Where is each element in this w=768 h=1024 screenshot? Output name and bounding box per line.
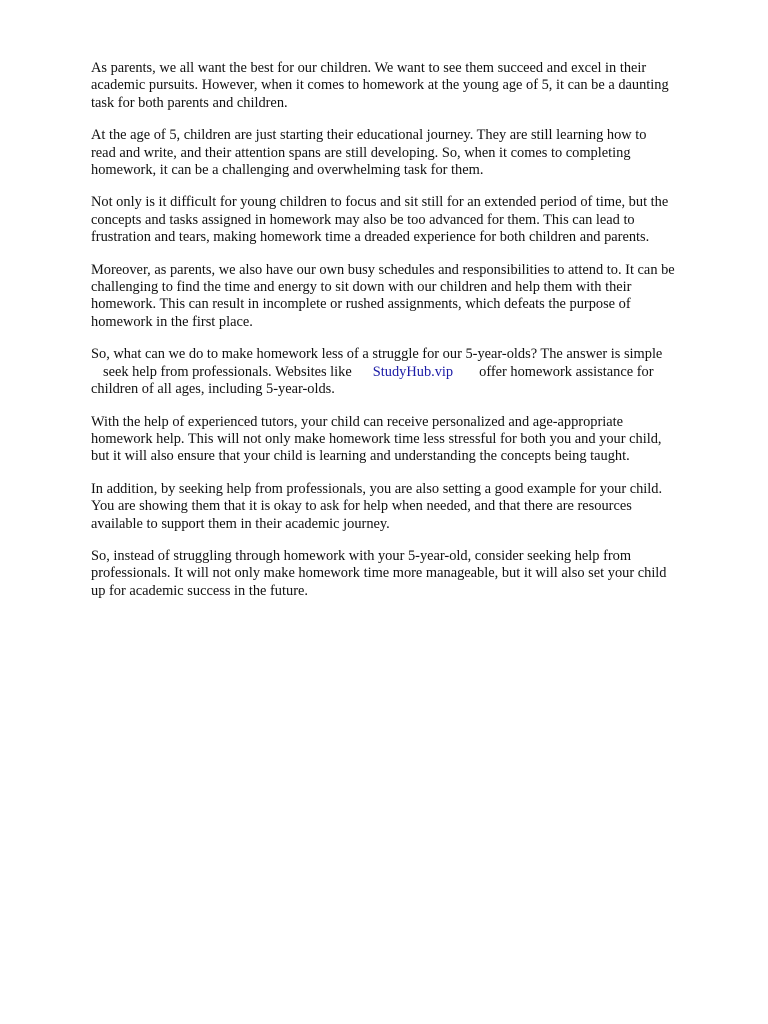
paragraph-7 <box>91 481 731 533</box>
text-segment: offer homework assistance for <box>479 363 654 380</box>
text-line: homework in the first place. <box>91 313 253 330</box>
studyhub-link[interactable]: StudyHub.vip <box>372 363 454 380</box>
text-line: At the age of 5, children are just starting their educational journey. They are still learning how to <box>91 127 647 144</box>
text-line: concepts and tasks assigned in homework may also be too advanced for them. This can lead to <box>91 211 635 228</box>
text-line: frustration and tears, making homework time a dreaded experience for both children and parents. <box>91 229 650 246</box>
paragraph-1 <box>91 60 731 112</box>
text-line: homework. This can result in incomplete or rushed assignments, which defeats the purpose of <box>91 296 631 313</box>
text-line: up for academic success in the future. <box>91 582 308 599</box>
text-line: challenging to find the time and energy to sit down with our children and help them with their <box>91 279 632 296</box>
text-line: Moreover, as parents, we also have our own busy schedules and responsibilities to attend to. It can be <box>91 261 675 278</box>
paragraph-2 <box>91 127 731 179</box>
paragraph-4 <box>91 262 731 332</box>
text-line: but it will also ensure that your child is learning and understanding the concepts being taught. <box>91 448 630 465</box>
paragraph-3 <box>91 194 731 246</box>
document-body <box>91 60 731 615</box>
text-line: available to support them in their academic journey. <box>91 515 390 532</box>
text-line: homework, it can be a challenging and overwhelming task for them. <box>91 162 484 179</box>
text-line: In addition, by seeking help from professionals, you are also setting a good example for your child. <box>91 480 663 497</box>
text-line: academic pursuits. However, when it comes to homework at the young age of 5, it can be a daunting <box>91 77 669 94</box>
paragraph-5 <box>91 346 731 398</box>
text-line: task for both parents and children. <box>91 94 288 111</box>
text-line: So, what can we do to make homework less of a struggle for our 5-year-olds? The answer is simple <box>91 346 663 363</box>
text-segment: seek help from professionals. Websites like <box>103 363 352 380</box>
text-line: You are showing them that it is okay to ask for help when needed, and that there are resources <box>91 498 632 515</box>
text-line: Not only is it difficult for young children to focus and sit still for an extended period of time, but the <box>91 194 669 211</box>
text-line: So, instead of struggling through homework with your 5-year-old, consider seeking help from <box>91 547 632 564</box>
text-line: children of all ages, including 5-year-olds. <box>91 381 335 398</box>
paragraph-8 <box>91 548 731 600</box>
text-line: As parents, we all want the best for our children. We want to see them succeed and excel in their <box>91 60 647 76</box>
text-line: With the help of experienced tutors, your child can receive personalized and age-appropriate <box>91 413 624 430</box>
text-line: homework help. This will not only make homework time less stressful for both you and your child, <box>91 430 662 447</box>
text-line: read and write, and their attention spans are still developing. So, when it comes to completing <box>91 144 631 161</box>
paragraph-6 <box>91 414 731 466</box>
text-line-with-link <box>91 364 731 381</box>
text-line: professionals. It will not only make homework time more manageable, but it will also set your child <box>91 565 667 582</box>
